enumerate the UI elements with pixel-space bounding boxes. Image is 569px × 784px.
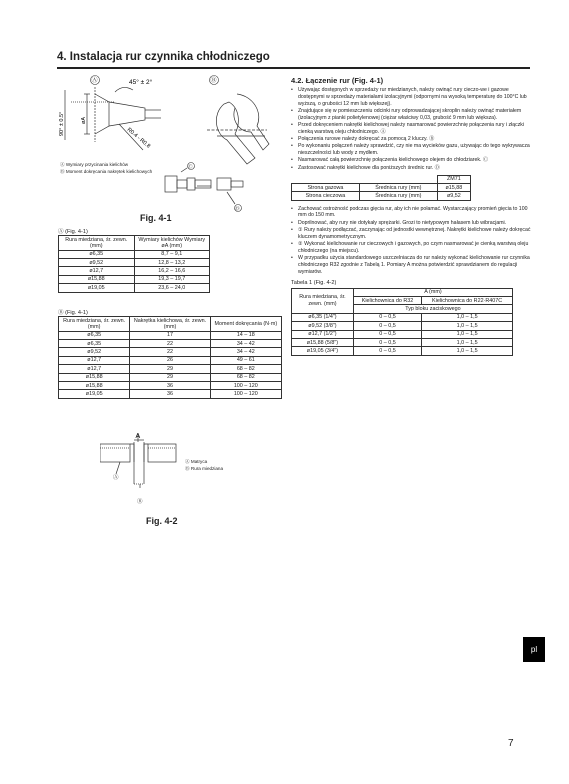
zm71-table — [291, 175, 471, 201]
cell: 23,6 – 24,0 — [134, 284, 210, 292]
table-header-row — [59, 317, 282, 332]
section-4-2-title: 4.2. Łączenie rur (Fig. 4-1) — [291, 76, 384, 85]
table-row — [59, 381, 282, 389]
list-item: • Po wykonaniu połączeń należy sprawdzić, czy nie ma wycieków gazu, używając do tego wykrywacza nieszczelności lub wody z mydłem. — [291, 143, 531, 157]
fig-4-1-caption: Fig. 4-1 — [140, 213, 172, 223]
cell: Strona cieczowa — [292, 192, 360, 200]
bullet-list-2 — [291, 206, 531, 276]
cell: 1,0 – 1,5 — [422, 347, 513, 355]
cell: ø9,52 — [59, 348, 130, 356]
table-a-caption: Ⓐ (Fig. 4-1) — [58, 229, 88, 235]
table-1-sub2: Kielichownica do R22·R407C — [422, 297, 513, 305]
angle-label: 45° ± 2° — [129, 79, 153, 86]
list-item: • Przed dokręceniem nakrętki kielichowej należy nasmarować powierzchnię połączenia rury i złączki cienką warstwą oleju chłodniczego. Ⓐ — [291, 122, 531, 136]
cell: ø12,7 — [59, 365, 130, 373]
cell: 22 — [130, 348, 210, 356]
list-item: • Zachować ostrożność podczas gięcia rur, aby ich nie połamać. Wystarczający promień gięcia to 100 mm do 150 mm. — [291, 206, 531, 220]
table-1-caption: Tabela 1 (Fig. 4-2) — [291, 279, 337, 286]
table-row — [59, 275, 210, 283]
cell: 0 – 0,5 — [353, 338, 421, 346]
empty-cell — [359, 175, 437, 183]
zm71-header: ZM71 — [437, 175, 470, 183]
cell: ø12,7 — [59, 356, 130, 364]
title-rule — [57, 67, 530, 69]
cell: 26 — [130, 356, 210, 364]
cell: 49 – 61 — [210, 356, 281, 364]
cell: 0 – 0,5 — [353, 347, 421, 355]
cell: 29 — [130, 373, 210, 381]
table-row — [292, 338, 513, 346]
fig1-marker-d: Ⓓ — [235, 206, 240, 211]
fig1-marker-b: Ⓑ — [210, 78, 217, 84]
cell: ø19,05 — [59, 390, 130, 398]
cell: Średnica rury (mm) — [359, 183, 437, 191]
table-1-col1-header: Rura miedziana, śr. zewn. (mm) — [292, 288, 354, 313]
cell: 0 – 0,5 — [353, 322, 421, 330]
table-a — [58, 235, 210, 293]
table-row — [59, 339, 282, 347]
cell: Strona gazowa — [292, 183, 360, 191]
list-item: • ② Wykonać kielichowanie rur cieczowych i gazowych, po czym nasmarować je cienką warstwą oleju chłodniczego (na miejscu). — [291, 241, 531, 255]
fig2-marker-b: Ⓑ — [137, 499, 143, 505]
bullet-list-1 — [291, 87, 531, 172]
table-header-row — [292, 175, 471, 183]
fig-4-1-drawing — [57, 72, 287, 220]
cell: 22 — [130, 339, 210, 347]
cell: ø15,88 — [59, 275, 135, 283]
cell: 36 — [130, 390, 210, 398]
cell: 34 – 42 — [210, 348, 281, 356]
cell: ø12,7 — [59, 267, 135, 275]
table-row — [59, 331, 282, 339]
fig2-marker-top: A — [135, 433, 141, 440]
cell: 36 — [130, 381, 210, 389]
cell: 8,7 – 9,1 — [134, 250, 210, 258]
table-1-group-header: A (mm) — [353, 288, 512, 296]
list-item: • Zastosować nakrętki kielichowe dla poniższych średnic rur. Ⓓ — [291, 165, 531, 172]
table-row — [292, 347, 513, 355]
cell: 12,8 – 13,2 — [134, 258, 210, 266]
diameter-label: øA — [81, 116, 87, 124]
angle-90-label: 90° ± 0.5° — [59, 111, 65, 136]
cell: 29 — [130, 365, 210, 373]
page-number: 7 — [508, 738, 514, 749]
section-4-2 — [291, 76, 531, 356]
cell: ø12,7 (1/2") — [292, 330, 354, 338]
table-b-header-2: Nakrętka kielichowa, śr. zewn. (mm) — [130, 317, 210, 332]
cell: ø15,88 — [59, 381, 130, 389]
cell: 1,0 – 1,5 — [422, 338, 513, 346]
cell: 1,0 – 1,5 — [422, 322, 513, 330]
cell: ø6,35 (1/4") — [292, 313, 354, 321]
table-row — [59, 267, 210, 275]
fig1-marker-a: Ⓐ — [91, 78, 98, 84]
radius-label: R0.4 - R0.8 — [125, 126, 152, 150]
cell: 34 – 42 — [210, 339, 281, 347]
table-a-header-2: Wymiary kielichów Wymiary øA (mm) — [134, 236, 210, 251]
cell: 0 – 0,5 — [353, 313, 421, 321]
cell: 14 – 18 — [210, 331, 281, 339]
table-b-header-1: Rura miedziana, śr. zewn. (mm) — [59, 317, 130, 332]
cell: 19,3 – 19,7 — [134, 275, 210, 283]
cell: ø15,88 — [437, 183, 470, 191]
table-row — [59, 365, 282, 373]
table-row — [59, 356, 282, 364]
fig2-marker-a: Ⓐ — [113, 475, 119, 481]
table-row — [59, 250, 210, 258]
table-b-header-3: Moment dokręcania (N·m) — [210, 317, 281, 332]
table-row — [292, 322, 513, 330]
cell: ø15,88 — [59, 373, 130, 381]
table-row — [292, 330, 513, 338]
fig1-marker-c: Ⓒ — [188, 164, 193, 169]
fig-4-1-legend — [60, 162, 152, 176]
cell: 17 — [130, 331, 210, 339]
list-item: • ① Rury należy podłączać, zaczynając od jednostki wewnętrznej. Nakrętki kielichowe należy dokręcać kluczem dynamometrycznym. — [291, 227, 531, 241]
cell: 1,0 – 1,5 — [422, 313, 513, 321]
cell: 16,2 – 16,6 — [134, 267, 210, 275]
fig-4-2-caption: Fig. 4-2 — [146, 516, 178, 526]
fig2-legend-item: Ⓐ Matryca — [185, 459, 208, 464]
table-1 — [291, 288, 513, 356]
fig2-legend-item: Ⓑ Rura miedziana — [185, 465, 224, 471]
fig1-legend-item: Ⓑ Moment dokręcania nakrętek kielichowych — [60, 168, 153, 174]
table-header-row — [59, 236, 210, 251]
list-item: • Nasmarować całą powierzchnię połączenia kielichowego olejem do chłodziarek. Ⓒ — [291, 157, 531, 164]
cell: 100 – 120 — [210, 390, 281, 398]
table-1-sub1: Kielichownica do R32 — [353, 297, 421, 305]
table-row — [59, 348, 282, 356]
list-item: • Używając dostępnych w sprzedaży rur miedzianych, należy owinąć rury cieczo-we i gazowe dostępnymi w sprzedaży materiałami izolacyjnymi (odpornymi na wysoką temperaturę do 100°C lub wyższą, o grubości 12 mm lub większej). — [291, 87, 531, 107]
table-row — [59, 373, 282, 381]
empty-cell — [292, 175, 360, 183]
language-tab: pl — [523, 637, 545, 662]
table-a-header-1: Rura miedziana, śr. zewn. (mm) — [59, 236, 135, 251]
list-item: • Doprilnować, aby rury nie dotykały sprężarki. Grozi to nietypowym hałasem lub wibracjami. — [291, 220, 531, 227]
table-row — [59, 258, 210, 266]
cell: ø6,35 — [59, 331, 130, 339]
table-b-caption: Ⓑ (Fig. 4-1) — [58, 310, 88, 316]
fig-4-2-legend — [185, 459, 223, 473]
fig1-legend-item: Ⓐ Wymiary przycinania kielichów — [60, 162, 129, 167]
table-row — [292, 192, 471, 200]
table-row — [59, 284, 210, 292]
cell: 1,0 – 1,5 — [422, 330, 513, 338]
cell: ø9,52 (3/8") — [292, 322, 354, 330]
table-header-row — [292, 288, 513, 296]
section-title: 4. Instalacja rur czynnika chłodniczego — [57, 51, 270, 63]
cell: ø6,35 — [59, 339, 130, 347]
table-row — [59, 390, 282, 398]
list-item: • Znajdujące się w pomieszczeniu odcinki rury odprowadzającej skroplin należy owinąć materiałem (izolacyjnym z pianki polietylenowej (ciężar właściwy 0,03, grubość 9 mm lub większa). — [291, 108, 531, 122]
cell: Średnica rury (mm) — [359, 192, 437, 200]
table-1-type-header: Typ bloku zaciskowego — [353, 305, 512, 313]
cell: ø9,52 — [59, 258, 135, 266]
cell: 100 – 120 — [210, 381, 281, 389]
cell: ø15,88 (5/8") — [292, 338, 354, 346]
cell: ø6,35 — [59, 250, 135, 258]
cell: ø19,05 (3/4") — [292, 347, 354, 355]
cell: 68 – 82 — [210, 365, 281, 373]
table-row — [292, 313, 513, 321]
cell: 0 – 0,5 — [353, 330, 421, 338]
list-item: • Połączenia rurowe należy dokręcać za pomocą 2 kluczy. Ⓑ — [291, 136, 531, 143]
cell: ø19,05 — [59, 284, 135, 292]
cell: ø9,52 — [437, 192, 470, 200]
list-item: • W przypadku użycia standardowego uszczelniacza do rur należy wykonać kielichowanie rur czynnika chłodniczego R32 zgodnie z Tabelą 1. Pomiary A można potwierdzić sprawdzianem do regulacji wymiarów. — [291, 255, 531, 275]
table-row — [292, 183, 471, 191]
cell: 68 – 82 — [210, 373, 281, 381]
table-b — [58, 316, 282, 399]
